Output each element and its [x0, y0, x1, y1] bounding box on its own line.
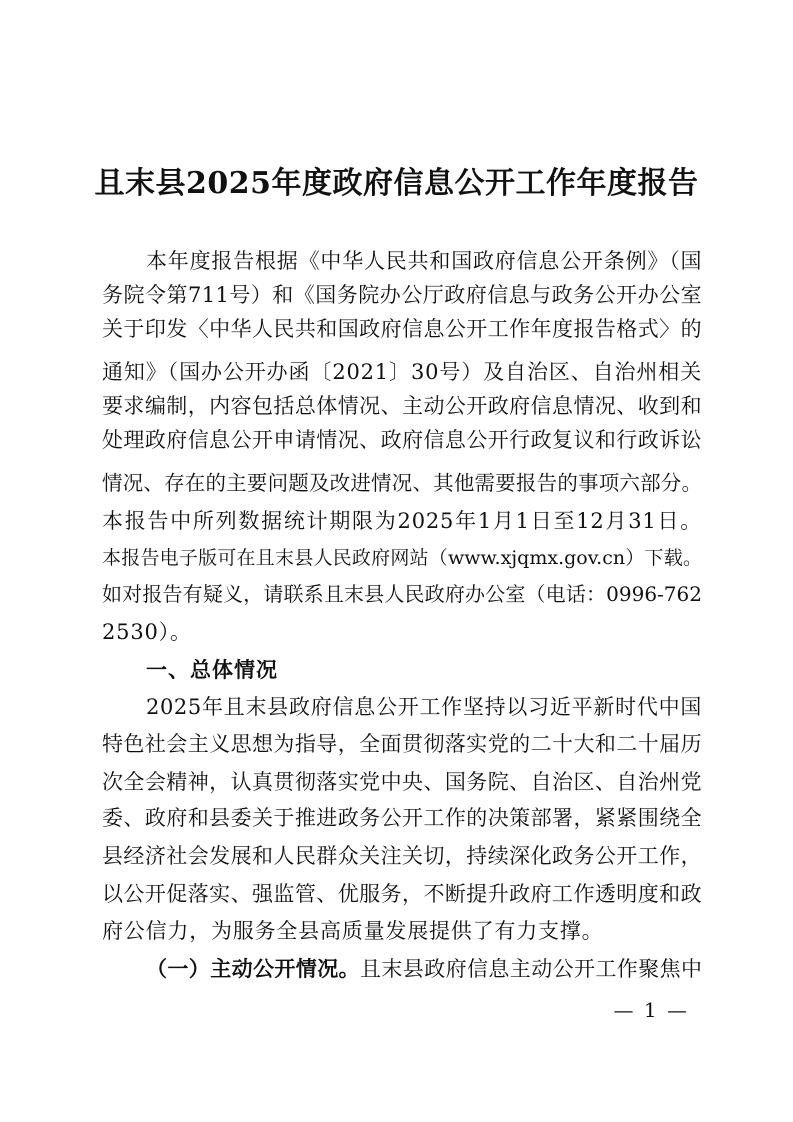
intro-line-9: 本报告电子版可在且末县人民政府网站（www.xjqmx.gov.cn）下载。: [102, 547, 702, 569]
intro-line-7: 情况、存在的主要问题及改进情况、其他需要报告的事项六部分。: [102, 471, 702, 495]
intro-line-2: 务院令第711号）和《国务院办公厅政府信息与政务公开办公室: [102, 283, 702, 307]
intro-line-4: 通知》（国办公开办函〔2021〕30号）及自治区、自治州相关: [102, 360, 702, 384]
page-title: 且末县2025年度政府信息公开工作年度报告: [94, 166, 699, 201]
section1-line-3: 次全会精神，认真贯彻落实党中央、国务院、自治区、自治州党: [102, 770, 702, 794]
intro-line-3: 关于印发〈中华人民共和国政府信息公开工作年度报告格式〉的: [102, 317, 702, 341]
subsection-proactive-disclosure: [146, 952, 702, 986]
intro-line-11: 2530）。: [102, 620, 192, 644]
intro-line-8: 本报告中所列数据统计期限为2025年1月1日至12月31日。: [102, 509, 702, 533]
intro-line-5: 要求编制，内容包括总体情况、主动公开政府信息情况、收到和: [102, 394, 702, 418]
section-heading-overview: 一、总体情况: [146, 658, 278, 682]
section1-line-2: 特色社会主义思想为指导，全面贯彻落实党的二十大和二十届历: [102, 732, 702, 756]
subsection-text: 且末县政府信息主动公开工作聚焦中: [360, 957, 703, 981]
section1-line-4: 委、政府和县委关于推进政务公开工作的决策部署，紧紧围绕全: [102, 806, 702, 830]
intro-line-10: 如对报告有疑义，请联系且末县人民政府办公室（电话：0996-762: [102, 582, 702, 606]
subsection-label: （一）主动公开情况。: [146, 957, 360, 981]
intro-line-6: 处理政府信息公开申请情况、政府信息公开行政复议和行政诉讼: [102, 428, 702, 452]
page-number: — 1 —: [613, 998, 689, 1022]
section1-line-7: 府公信力，为服务全县高质量发展提供了有力支撑。: [102, 919, 604, 943]
section1-line-1: 2025年且末县政府信息公开工作坚持以习近平新时代中国: [146, 695, 702, 719]
section1-line-6: 以公开促落实、强监管、优服务，不断提升政府工作透明度和政: [102, 882, 702, 906]
section1-line-5: 县经济社会发展和人民群众关注关切，持续深化政务公开工作，: [102, 844, 702, 868]
intro-line-1: 本年度报告根据《中华人民共和国政府信息公开条例》（国: [146, 249, 703, 273]
